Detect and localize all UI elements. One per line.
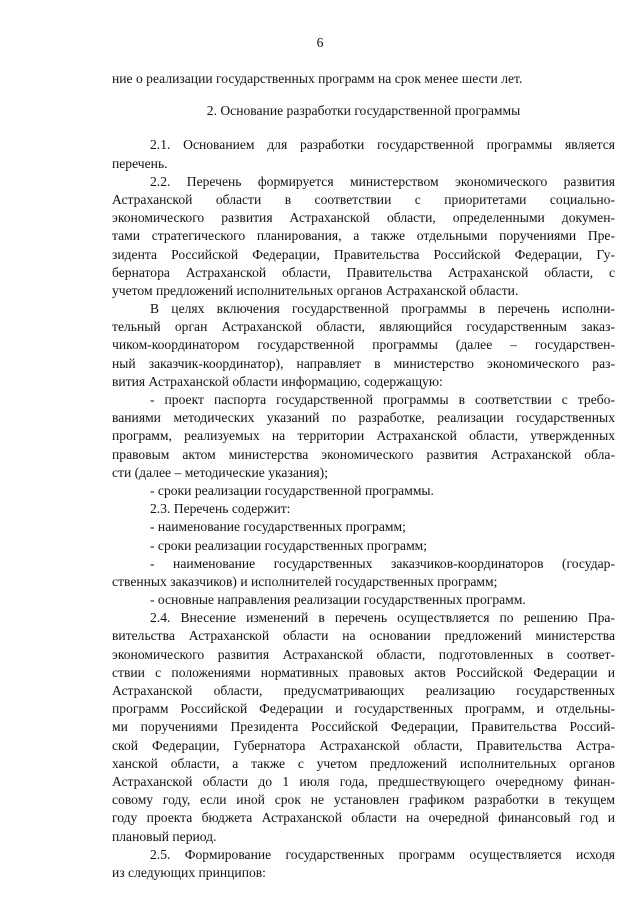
text-line: плановый период.	[112, 828, 217, 844]
text-line: вития Астраханской области информацию, содержащую:	[112, 373, 443, 389]
text-line: ской Федерации, Губернатора Астраханской области, Правительства Астра-	[112, 737, 615, 753]
text-line: году проекта бюджета Астраханской области на очередной финансовый год и	[112, 810, 615, 826]
text-line: тами стратегического планирования, а также отдельными поручениями Пре-	[112, 228, 615, 244]
text-line: Астраханской области до 1 июля года, предшествующего очередному финан-	[112, 773, 615, 789]
text-line: 2.2. Перечень формируется министерством экономического развития	[150, 173, 615, 189]
text-line: ханской области, а также с учетом предложений исполнительных органов	[112, 755, 615, 771]
text-line: ние о реализации государственных программ на срок менее шести лет.	[112, 71, 523, 86]
text-line: - сроки реализации государственных программ;	[150, 537, 428, 553]
text-line: 2.4. Внесение изменений в перечень осуществляется по решению Пра-	[150, 610, 615, 626]
text-line: тельный орган Астраханской области, являющийся государственным заказ-	[112, 319, 615, 335]
text-line: ми поручениями Президента Российской Федерации, Правительства Россий-	[112, 719, 615, 735]
text-line: 2.3. Перечень содержит:	[150, 501, 291, 517]
text-line: - проект паспорта государственной программы в соответствии с требо-	[150, 392, 615, 407]
text-line: - наименование государственных программ;	[150, 519, 406, 535]
text-line: ствии с положениями нормативных правовых актов Российской Федерации и	[112, 664, 615, 680]
text-line: ный заказчик-координатор), направляет в министерство экономического раз-	[112, 355, 615, 371]
text-line: - наименование государственных заказчиков-координаторов (государ-	[150, 555, 615, 571]
text-line: экономического развития Астраханской области, определенными докумен-	[112, 210, 615, 226]
text-line: ваниями методических указаний по разработке, реализации государственных	[112, 410, 615, 426]
text-line: зидента Российской Федерации, Правительства Российской Федерации, Гу-	[112, 246, 615, 262]
text-line: совому году, если иной срок не установлен графиком разработки в текущем	[112, 792, 615, 808]
text-line: - основные направления реализации государственных программ.	[150, 592, 526, 608]
text-line: В целях включения государственной программы в перечень исполни-	[150, 301, 615, 317]
document-body	[112, 70, 615, 882]
text-line: 2.1. Основанием для разработки государственной программы является	[150, 137, 615, 153]
text-line: учетом предложений исполнительных органов Астраханской области.	[112, 282, 519, 298]
text-line: вительства Астраханской области на основании предложений министерства	[112, 628, 615, 644]
text-line: 2.5. Формирование государственных программ осуществляется исходя	[150, 846, 615, 862]
text-line: Астраханской области, предусматривающих реализацию государственных	[112, 683, 615, 698]
text-line: перечень.	[112, 155, 168, 171]
text-line: сти (далее – методические указания);	[112, 464, 328, 480]
text-line: программ Российской Федерации и государственных программ, и отдельны-	[112, 701, 615, 717]
text-line: программ, реализуемых на территории Астраханской области, утвержденных	[112, 428, 615, 444]
text-line: ственных заказчиков) и исполнителей государственных программ;	[112, 573, 498, 589]
page-number: 6	[316, 35, 324, 50]
text-line: чиком-координатором государственной программы (далее – государствен-	[112, 337, 615, 353]
text-line: Астраханской области в соответствии с приоритетами социально-	[112, 191, 615, 207]
section-heading: 2. Основание разработки государственной программы	[206, 103, 521, 119]
text-line: правовым актом министерства экономического развития Астраханской обла-	[112, 446, 615, 462]
text-line: из следующих принципов:	[112, 864, 266, 880]
text-line: бернатора Астраханской области, Правительства Астраханской области, с	[112, 264, 615, 280]
text-line: - сроки реализации государственной программы.	[150, 482, 434, 498]
text-line: экономического развития Астраханской области, подготовленных в соответ-	[112, 646, 615, 662]
